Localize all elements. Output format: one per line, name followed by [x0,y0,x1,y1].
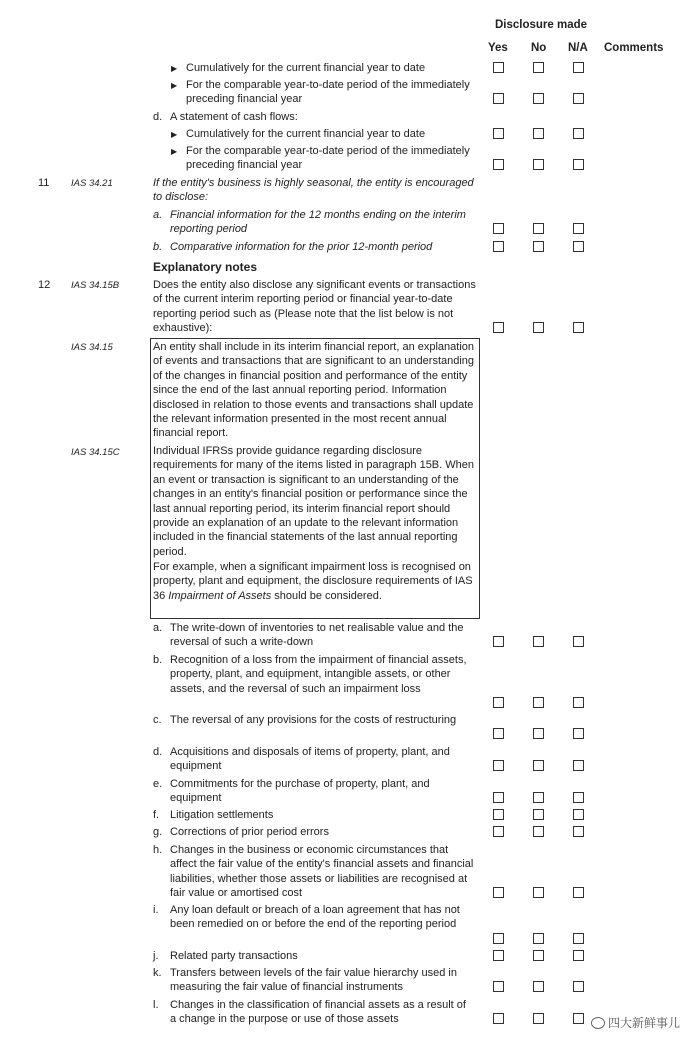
list-8-na-checkbox[interactable] [573,933,584,944]
row-4-na-checkbox[interactable] [573,159,584,170]
checklist-item-text: The reversal of any provisions for the costs of restructuring [170,714,457,726]
list-marker: f. [153,809,160,821]
checklist-item-text: Any loan default or breach of a loan agreement that has not been remedied on or before the end of the reporting period [170,904,460,931]
list-9-no-checkbox[interactable] [533,950,544,961]
list-0-yes-checkbox[interactable] [493,636,504,647]
row-7-na-checkbox[interactable] [573,241,584,252]
list-9-yes-checkbox[interactable] [493,950,504,961]
list-7-na-checkbox[interactable] [573,887,584,898]
list-5-yes-checkbox[interactable] [493,809,504,820]
list-2-no-checkbox[interactable] [533,728,544,739]
list-marker: g. [153,826,163,838]
list-2-yes-checkbox[interactable] [493,728,504,739]
watermark-text: 四大新鲜事儿 [607,1015,680,1030]
checklist-item-text: Corrections of prior period errors [170,826,329,838]
checklist-item-text: Financial information for the 12 months ending on the interim reporting period [170,209,466,236]
list-6-yes-checkbox[interactable] [493,826,504,837]
row-0-no-checkbox[interactable] [533,62,544,73]
list-1-no-checkbox[interactable] [533,697,544,708]
row-1-no-checkbox[interactable] [533,93,544,104]
list-7-no-checkbox[interactable] [533,887,544,898]
list-5-no-checkbox[interactable] [533,809,544,820]
standard-reference: IAS 34.15B [71,280,120,291]
list-10-na-checkbox[interactable] [573,981,584,992]
box-reference-2: IAS 34.15C [71,447,120,458]
list-11-na-checkbox[interactable] [573,1013,584,1024]
wechat-icon [591,1017,605,1029]
row-6-no-checkbox[interactable] [533,223,544,234]
checklist-item-text: If the entity's business is highly seasonal, the entity is encouraged to disclose: [153,177,474,204]
row-9-no-checkbox[interactable] [533,322,544,333]
list-marker: k. [153,967,162,979]
box-paragraph-3-start: For example, when a significant impairment loss is recognised on property, plant and equipment, the disclosure requirements of IAS 36 [153,561,473,602]
checklist-item-text: Comparative information for the prior 12-month period [170,241,433,253]
checklist-item-text: Cumulatively for the current financial year to date [186,62,426,74]
list-marker: d. [153,111,163,123]
disclosure-made-header: Disclosure made [495,19,588,31]
bullet-triangle-icon: ▶ [171,81,178,90]
row-6-na-checkbox[interactable] [573,223,584,234]
list-10-no-checkbox[interactable] [533,981,544,992]
list-9-na-checkbox[interactable] [573,950,584,961]
row-3-na-checkbox[interactable] [573,128,584,139]
standard-reference: IAS 34.21 [71,178,113,189]
list-11-no-checkbox[interactable] [533,1013,544,1024]
list-marker: a. [153,622,163,634]
list-1-yes-checkbox[interactable] [493,697,504,708]
bullet-triangle-icon: ▶ [171,147,178,156]
checklist-item-text: Cumulatively for the current financial year to date [186,128,426,140]
list-marker: d. [153,746,163,758]
list-1-na-checkbox[interactable] [573,697,584,708]
item-number: 12 [38,279,51,291]
list-4-yes-checkbox[interactable] [493,792,504,803]
bullet-triangle-icon: ▶ [171,130,178,139]
row-1-na-checkbox[interactable] [573,93,584,104]
yes-column-header: Yes [488,42,508,54]
bullet-triangle-icon: ▶ [171,64,178,73]
list-8-yes-checkbox[interactable] [493,933,504,944]
row-3-yes-checkbox[interactable] [493,128,504,139]
watermark [591,1016,680,1030]
list-2-na-checkbox[interactable] [573,728,584,739]
list-marker: j. [153,950,159,962]
checklist-item-text: Related party transactions [170,950,298,962]
row-7-yes-checkbox[interactable] [493,241,504,252]
checklist-item-text: A statement of cash flows: [170,111,298,123]
comments-column-header: Comments [604,42,664,54]
list-5-na-checkbox[interactable] [573,809,584,820]
list-marker: a. [153,209,163,221]
box-paragraph-2: Individual IFRSs provide guidance regarding disclosure requirements for many of the items listed in paragraph 15B. When an event or transaction is significant to an understanding of the changes in an entity's financial position or performance since the last annual reporting period, its interim financial report should provide an explanation of an update to the relevant information included in the financial statements of the last annual reporting period. [153,445,474,558]
checklist-item-text: Recognition of a loss from the impairment of financial assets, property, plant, and equipment, intangible assets, or other assets, and the reversal of such an impairment loss [170,654,467,695]
row-7-no-checkbox[interactable] [533,241,544,252]
list-3-no-checkbox[interactable] [533,760,544,771]
list-0-na-checkbox[interactable] [573,636,584,647]
list-marker: b. [153,241,163,253]
checklist-item-text: For the comparable year-to-date period of the immediately preceding financial year [186,145,470,172]
checklist-item-text: Commitments for the purchase of property, plant, and equipment [170,778,430,805]
list-0-no-checkbox[interactable] [533,636,544,647]
row-4-no-checkbox[interactable] [533,159,544,170]
list-7-yes-checkbox[interactable] [493,887,504,898]
list-marker: c. [153,714,162,726]
list-3-yes-checkbox[interactable] [493,760,504,771]
box-paragraph-3 [153,560,477,603]
list-6-na-checkbox[interactable] [573,826,584,837]
box-reference-1: IAS 34.15 [71,342,113,353]
checklist-item-text: Transfers between levels of the fair value hierarchy used in measuring the fair value of financial instruments [170,967,457,994]
checklist-item-text: Changes in the business or economic circumstances that affect the fair value of the entity's financial assets and financial liabilities, whether those assets or liabilities are recognised at fair value or amortised cost [170,844,474,900]
row-0-yes-checkbox[interactable] [493,62,504,73]
checklist-item-text: Changes in the classification of financial assets as a result of a change in the purpose or use of those assets [170,999,466,1026]
section-heading: Explanatory notes [153,260,258,274]
list-6-no-checkbox[interactable] [533,826,544,837]
list-marker: e. [153,778,163,790]
list-11-yes-checkbox[interactable] [493,1013,504,1024]
row-9-na-checkbox[interactable] [573,322,584,333]
list-8-no-checkbox[interactable] [533,933,544,944]
na-column-header: N/A [568,42,588,54]
checklist-item-text: The write-down of inventories to net realisable value and the reversal of such a write-down [170,622,464,649]
box-paragraph-3-end: should be considered. [271,589,382,602]
checklist-item-text: Does the entity also disclose any significant events or transactions of the current interim reporting period or financial year-to-date reporting period such as (Please note that the list below is not exhaustive): [153,279,476,335]
list-3-na-checkbox[interactable] [573,760,584,771]
list-marker: b. [153,654,163,666]
list-4-no-checkbox[interactable] [533,792,544,803]
list-4-na-checkbox[interactable] [573,792,584,803]
checklist-item-text: For the comparable year-to-date period of the immediately preceding financial year [186,79,470,106]
row-4-yes-checkbox[interactable] [493,159,504,170]
row-6-yes-checkbox[interactable] [493,223,504,234]
row-1-yes-checkbox[interactable] [493,93,504,104]
item-number: 11 [38,177,50,189]
row-0-na-checkbox[interactable] [573,62,584,73]
list-marker: i. [153,904,159,916]
row-3-no-checkbox[interactable] [533,128,544,139]
list-10-yes-checkbox[interactable] [493,981,504,992]
row-9-yes-checkbox[interactable] [493,322,504,333]
box-paragraph-3-title: Impairment of Assets [168,589,272,602]
list-marker: l. [153,999,159,1011]
list-marker: h. [153,844,163,856]
checklist-item-text: Litigation settlements [170,809,274,821]
checklist-item-text: Acquisitions and disposals of items of property, plant, and equipment [170,746,450,773]
box-paragraph-1: An entity shall include in its interim financial report, an explanation of events and transactions that are significant to an understanding of the changes in financial position and performance of the entity since the end of the last annual reporting period. Information disclosed in relation to those events and transactions shall update the relevant information presented in the most recent annual financial report. [153,341,475,440]
no-column-header: No [531,42,547,54]
